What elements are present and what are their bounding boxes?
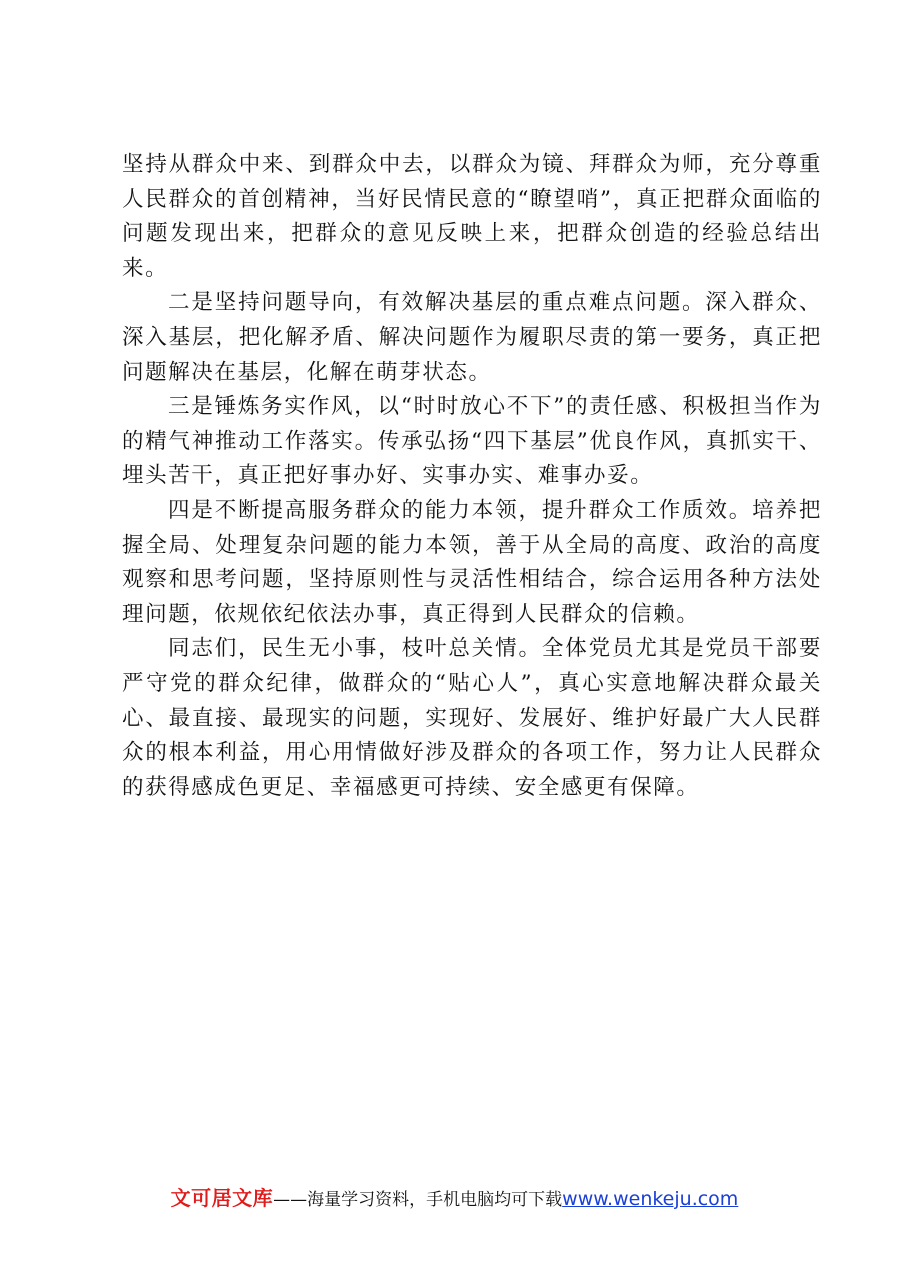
paragraph-point-two: 二是坚持问题导向，有效解决基层的重点难点问题。深入群众、深入基层，把化解矛盾、解决问题作为履职尽责的第一要务，真正把问题解决在基层，化解在萌芽状态。	[122, 290, 822, 385]
paragraph-closing: 同志们，民生无小事，枝叶总关情。全体党员尤其是党员干部要严守党的群众纪律，做群众的“贴心人”，真心实意地解决群众最关心、最直接、最现实的问题，实现好、发展好、维护好最广大人民群众的根本利益，用心用情做好涉及群众的各项工作，努力让人民群众的获得感成色更足、幸福感更可持续、安全感更有保障。	[122, 636, 822, 800]
paragraph-continued: 坚持从群众中来、到群众中去，以群众为镜、拜群众为师，充分尊重人民群众的首创精神，当好民情民意的“瞭望哨”，真正把群众面临的问题发现出来，把群众的意见反映上来，把群众创造的经验总结出来。	[122, 152, 822, 281]
footer-slogan: ——海量学习资料，手机电脑均可下载	[273, 1190, 563, 1210]
document-body	[122, 148, 822, 805]
footer-brand: 文可居文库	[170, 1186, 274, 1210]
page-footer	[0, 1182, 909, 1211]
footer-website-link[interactable]: www.wenkeju.com	[562, 1188, 739, 1210]
paragraph-point-three: 三是锤炼务实作风，以“时时放心不下”的责任感、积极担当作为的精气神推动工作落实。传承弘扬“四下基层”优良作风，真抓实干、埋头苦干，真正把好事办好、实事办实、难事办妥。	[122, 394, 822, 489]
paragraph-point-four: 四是不断提高服务群众的能力本领，提升群众工作质效。培养把握全局、处理复杂问题的能力本领，善于从全局的高度、政治的高度观察和思考问题，坚持原则性与灵活性相结合，综合运用各种方法处理问题，依规依纪依法办事，真正得到人民群众的信赖。	[122, 497, 822, 627]
